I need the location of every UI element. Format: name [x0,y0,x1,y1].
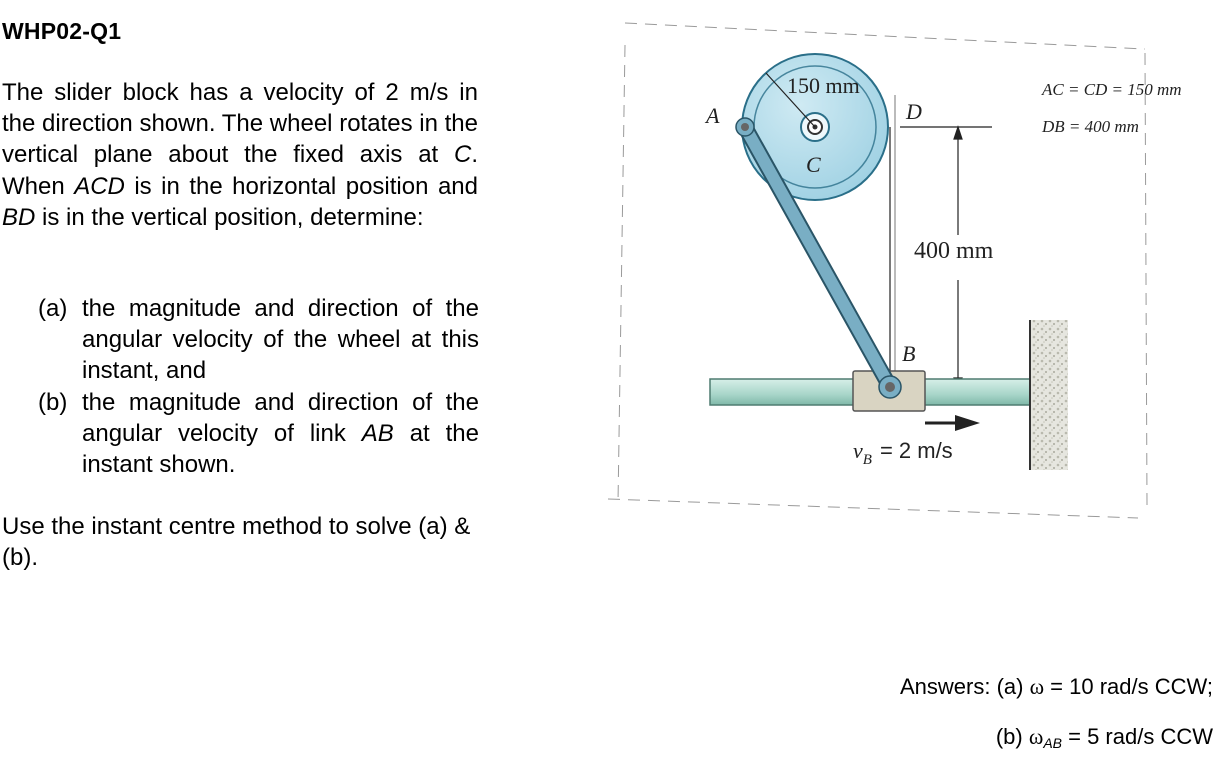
answer-b-subscript: AB [1043,735,1063,751]
answer-b [900,724,1213,751]
given-line-1: AC = CD = 150 mm [1042,80,1182,99]
velocity-arrow [925,415,980,431]
point-c-ref: C [453,141,472,169]
acd-ref: ACD [74,172,125,200]
answer-b-omega: ω [1028,724,1044,749]
point-c-label: C [806,152,821,177]
velocity-value: = 2 m/s [879,438,953,463]
part-a [38,293,479,387]
length-label: 400 mm [914,238,994,264]
point-d-label: D [906,99,922,124]
problem-text-2: . When [2,141,478,200]
answer-a-prefix: Answers: (a) [899,674,1030,699]
part-a-label: (a) [38,295,68,322]
given-line-2: DB = 400 mm [1042,117,1139,136]
problem-text-3: is in the horizontal position and [124,172,478,200]
part-b-text [82,387,479,481]
problem-statement [2,77,478,233]
answer-b-prefix: (b) [995,724,1029,749]
point-b-label: B [902,341,916,366]
mechanism-figure [600,15,1220,525]
instruction-text: Use the instant centre method to solve (a) & (b). [2,513,471,572]
problem-text-4: is in the vertical position, determine: [35,203,424,231]
velocity-label [853,438,953,468]
radius-label: 150 mm [787,73,860,98]
bd-ref: BD [2,203,36,231]
part-b-text-post: at the instant shown. [82,419,480,479]
point-a-label: A [706,103,720,128]
question-parts [38,293,479,480]
answer-b-value: = 5 rad/s CCW [1062,724,1213,749]
mechanism-diagram [600,15,1220,525]
answer-a [900,674,1213,700]
answers [900,674,1213,751]
answer-a-value: = 10 rad/s CCW; [1044,674,1213,699]
part-b-text-pre: the magnitude and direction of the angular velocity of link [82,388,479,447]
part-b-label: (b) [38,388,68,416]
ab-ref: AB [361,419,394,447]
problem-id: WHP02-Q1 [2,18,122,44]
velocity-symbol: v [853,438,863,463]
part-b [38,387,479,481]
answer-a-omega: ω [1029,674,1045,699]
part-a-text: the magnitude and direction of the angular velocity of the wheel at this instant, and [82,295,479,385]
problem-text-1: The slider block has a velocity of 2 m/s in the direction shown. The wheel rotates in the vertical plane about the fixed axis at [2,79,478,169]
velocity-subscript: B [862,452,872,468]
wall [1030,320,1068,470]
